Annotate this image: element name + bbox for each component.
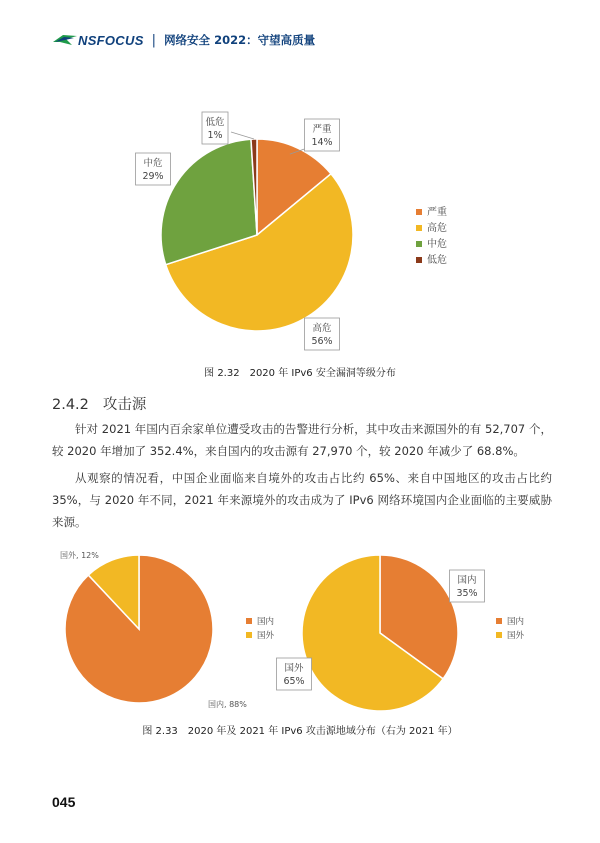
legend-swatch [246,618,252,624]
section-number: 2.4.2 [52,397,89,413]
pie-2020 [65,555,213,703]
section-heading [52,393,146,414]
legend-item-3 [416,253,447,266]
header-title: 网络安全 2022：守望高质量 [164,33,316,47]
legend-swatch [416,257,422,263]
data-label-1 [305,318,340,350]
logo-text: NSFOCUS [78,32,144,48]
page-header [52,30,315,50]
data-label-foreign-2020: 国外, 12% [60,551,99,560]
data-label-3 [202,112,228,144]
svg-text:国外: 国外 [284,663,304,674]
legend-2020 [246,616,275,641]
legend-item-2 [416,237,447,250]
svg-text:1%: 1% [207,130,223,141]
legend-label: 国内 [257,617,275,627]
legend-item-1 [496,630,525,641]
svg-text:29%: 29% [142,171,164,182]
paragraph-attack-stats: 针对 2021 年国内百余家单位遭受攻击的告警进行分析，其中攻击来源国外的有 52,707 个，较 2020 年增加了 352.4%，来自国内的攻击源有 27,970 个，较 2020 年减少了 68.8%。 [52,422,552,458]
legend-label: 国内 [507,617,525,627]
severity-pie [161,139,353,331]
legend-swatch [416,241,422,247]
page-number: 045 [52,794,76,810]
svg-text:中危: 中危 [143,158,163,169]
svg-text:严重: 严重 [312,124,332,135]
svg-text:56%: 56% [311,336,333,347]
pie-2021 [302,555,458,711]
attack-source-pie-charts [0,540,600,718]
data-label-domestic-2021 [450,570,485,602]
legend-label: 高危 [427,223,447,234]
legend-label: 低危 [427,255,447,266]
svg-text:65%: 65% [283,676,305,687]
figure-caption-2-32: 图 2.32 2020 年 IPv6 安全漏洞等级分布 [204,368,396,379]
data-label-foreign-2021 [277,658,312,690]
section-title: 攻击源 [102,397,147,413]
svg-text:国内: 国内 [457,575,477,586]
svg-text:高危: 高危 [312,323,332,334]
svg-text:低危: 低危 [205,117,225,128]
legend-label: 国外 [257,631,275,641]
legend-swatch [246,632,252,638]
legend-swatch [496,618,502,624]
legend-2021 [496,616,525,641]
legend-item-1 [416,221,447,234]
legend-swatch [416,209,422,215]
paragraph-observation: 从观察的情况看，中国企业面临来自境外的攻击占比约 65%、来自中国地区的攻击占比约 35%，与 2020 年不同，2021 年来源境外的攻击成为了 IPv6 网络环境国内企业面临的主要威胁来源。 [52,471,552,529]
logo-mark-icon [52,33,78,47]
nsfocus-logo [52,33,144,48]
legend-label: 严重 [427,207,447,218]
svg-text:14%: 14% [311,137,333,148]
figure-caption-2-33: 图 2.33 2020 年及 2021 年 IPv6 攻击源地域分布（右为 2021 年） [142,726,458,737]
legend-label: 国外 [507,631,525,641]
legend-swatch [416,225,422,231]
legend-swatch [496,632,502,638]
legend-item-0 [496,616,524,627]
severity-legend [416,205,447,266]
data-label-domestic-2020: 国内, 88% [208,700,247,709]
severity-pie-chart [0,100,600,362]
data-label-2 [136,153,171,185]
legend-item-0 [416,205,447,218]
legend-label: 中危 [427,239,447,250]
header-separator: | [151,32,157,48]
svg-text:35%: 35% [456,588,478,599]
legend-item-0 [246,616,274,627]
legend-item-1 [246,630,275,641]
data-label-0 [305,119,340,151]
